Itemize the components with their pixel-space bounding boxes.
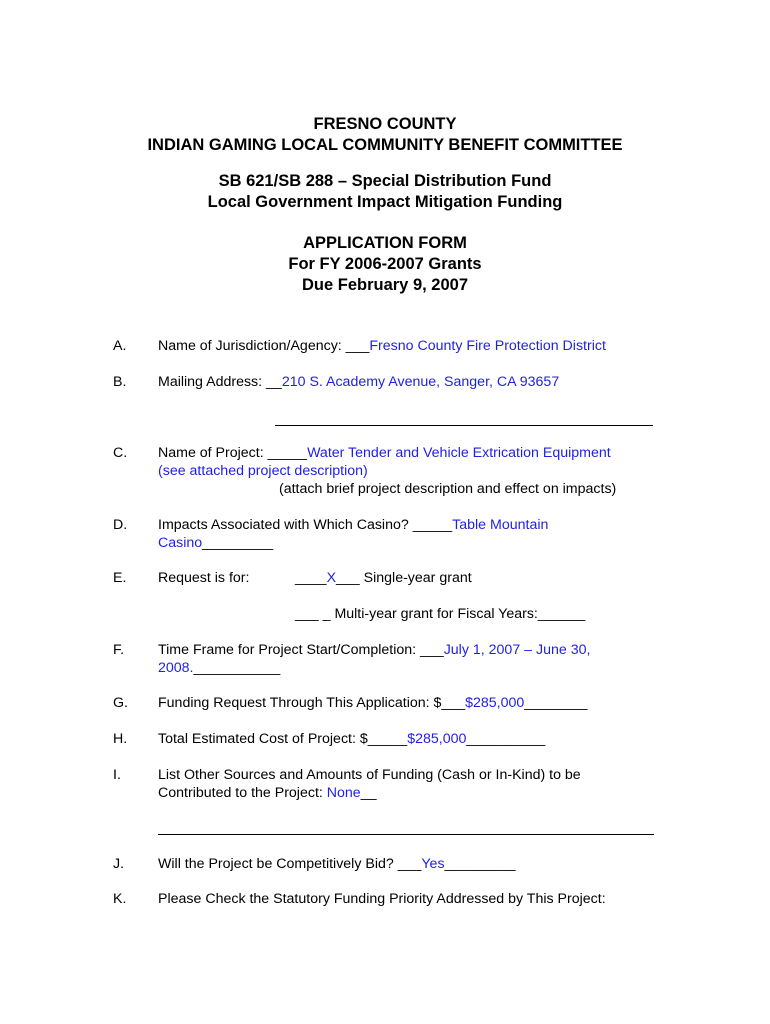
committee-title: INDIAN GAMING LOCAL COMMUNITY BENEFIT COMMITTEE	[147, 136, 623, 154]
project-name-label: Name of Project: _____	[158, 445, 308, 461]
item-letter: D.	[113, 517, 128, 533]
casino-blank: _________	[202, 535, 274, 551]
item-letter: G.	[113, 695, 128, 711]
item-letter: C.	[113, 445, 128, 461]
other-funding-value[interactable]: None	[326, 785, 361, 801]
funding-priority-label: Please Check the Statutory Funding Priority Addressed by This Project:	[158, 891, 606, 907]
time-frame-field[interactable]	[158, 641, 658, 659]
due-date-title: Due February 9, 2007	[302, 276, 468, 294]
project-name-field[interactable]	[158, 444, 658, 462]
time-frame-value-cont[interactable]: 2008.	[158, 660, 194, 676]
county-title: FRESNO COUNTY	[313, 115, 457, 133]
funding-request-value[interactable]: $285,000	[465, 695, 525, 711]
competitive-bid-value[interactable]: Yes	[421, 856, 445, 872]
other-funding-label: List Other Sources and Amounts of Funding (Cash or In-Kind) to be	[158, 767, 581, 783]
other-funding-field[interactable]	[158, 784, 658, 802]
total-cost-blank: __________	[466, 731, 546, 747]
casino-field[interactable]	[158, 516, 658, 534]
project-description-note: (attach brief project description and effect on impacts)	[279, 481, 617, 497]
other-funding-blank: __	[360, 785, 377, 801]
mailing-address-field[interactable]	[158, 373, 658, 391]
mailing-address-value[interactable]: 210 S. Academy Avenue, Sanger, CA 93657	[281, 374, 560, 390]
jurisdiction-value[interactable]: Fresno County Fire Protection District	[369, 338, 606, 354]
item-letter: E.	[113, 570, 127, 586]
form-header-application	[0, 233, 770, 296]
form-header-committee	[0, 114, 770, 156]
funding-request-field[interactable]	[158, 694, 658, 712]
total-cost-label: Total Estimated Cost of Project: $_____	[158, 731, 408, 747]
other-funding-line2[interactable]	[158, 834, 654, 835]
fund-title: SB 621/SB 288 – Special Distribution Fund	[218, 172, 552, 190]
time-frame-line2	[158, 659, 658, 677]
total-cost-field[interactable]	[158, 730, 658, 748]
competitive-bid-blank: _________	[444, 856, 516, 872]
item-letter: J.	[113, 856, 125, 872]
other-funding-label-cont: Contributed to the Project:	[158, 785, 327, 801]
funding-subtitle: Local Government Impact Mitigation Funding	[207, 193, 563, 211]
single-year-blank: ____	[295, 570, 327, 586]
funding-request-label: Funding Request Through This Application: $___	[158, 695, 466, 711]
time-frame-label: Time Frame for Project Start/Completion: ___	[158, 642, 444, 658]
item-letter: B.	[113, 374, 127, 390]
funding-request-blank: ________	[524, 695, 588, 711]
project-name-value[interactable]: Water Tender and Vehicle Extrication Equipment	[307, 445, 611, 461]
competitive-bid-label: Will the Project be Competitively Bid? ___	[158, 856, 422, 872]
casino-value[interactable]: Table Mountain	[452, 517, 549, 533]
form-header-fund	[0, 171, 770, 213]
casino-label: Impacts Associated with Which Casino? _____	[158, 517, 453, 533]
casino-value-cont[interactable]: Casino	[158, 535, 203, 551]
application-form-title: APPLICATION FORM	[303, 234, 467, 252]
time-frame-blank: ___________	[193, 660, 281, 676]
mailing-address-line2[interactable]	[275, 425, 653, 426]
jurisdiction-field[interactable]	[158, 337, 658, 355]
item-letter: A.	[113, 338, 127, 354]
single-year-mark[interactable]: X	[326, 570, 337, 586]
casino-line2	[158, 534, 658, 552]
multi-year-option[interactable]: ___ _ Multi-year grant for Fiscal Years:______	[295, 606, 586, 622]
single-year-label: ___ Single-year grant	[336, 570, 472, 586]
competitive-bid-field[interactable]	[158, 855, 658, 873]
item-letter: K.	[113, 891, 127, 907]
item-letter: F.	[113, 642, 125, 658]
total-cost-value[interactable]: $285,000	[407, 731, 467, 747]
item-letter: H.	[113, 731, 128, 747]
jurisdiction-label: Name of Jurisdiction/Agency: ___	[158, 338, 370, 354]
time-frame-value[interactable]: July 1, 2007 – June 30,	[443, 642, 591, 658]
request-type-label: Request is for:	[158, 570, 250, 586]
item-letter: I.	[113, 767, 121, 783]
mailing-address-label: Mailing Address: __	[158, 374, 282, 390]
project-description-ref[interactable]: (see attached project description)	[158, 463, 368, 479]
fiscal-year-title: For FY 2006-2007 Grants	[288, 255, 482, 273]
single-year-option[interactable]	[295, 569, 472, 587]
